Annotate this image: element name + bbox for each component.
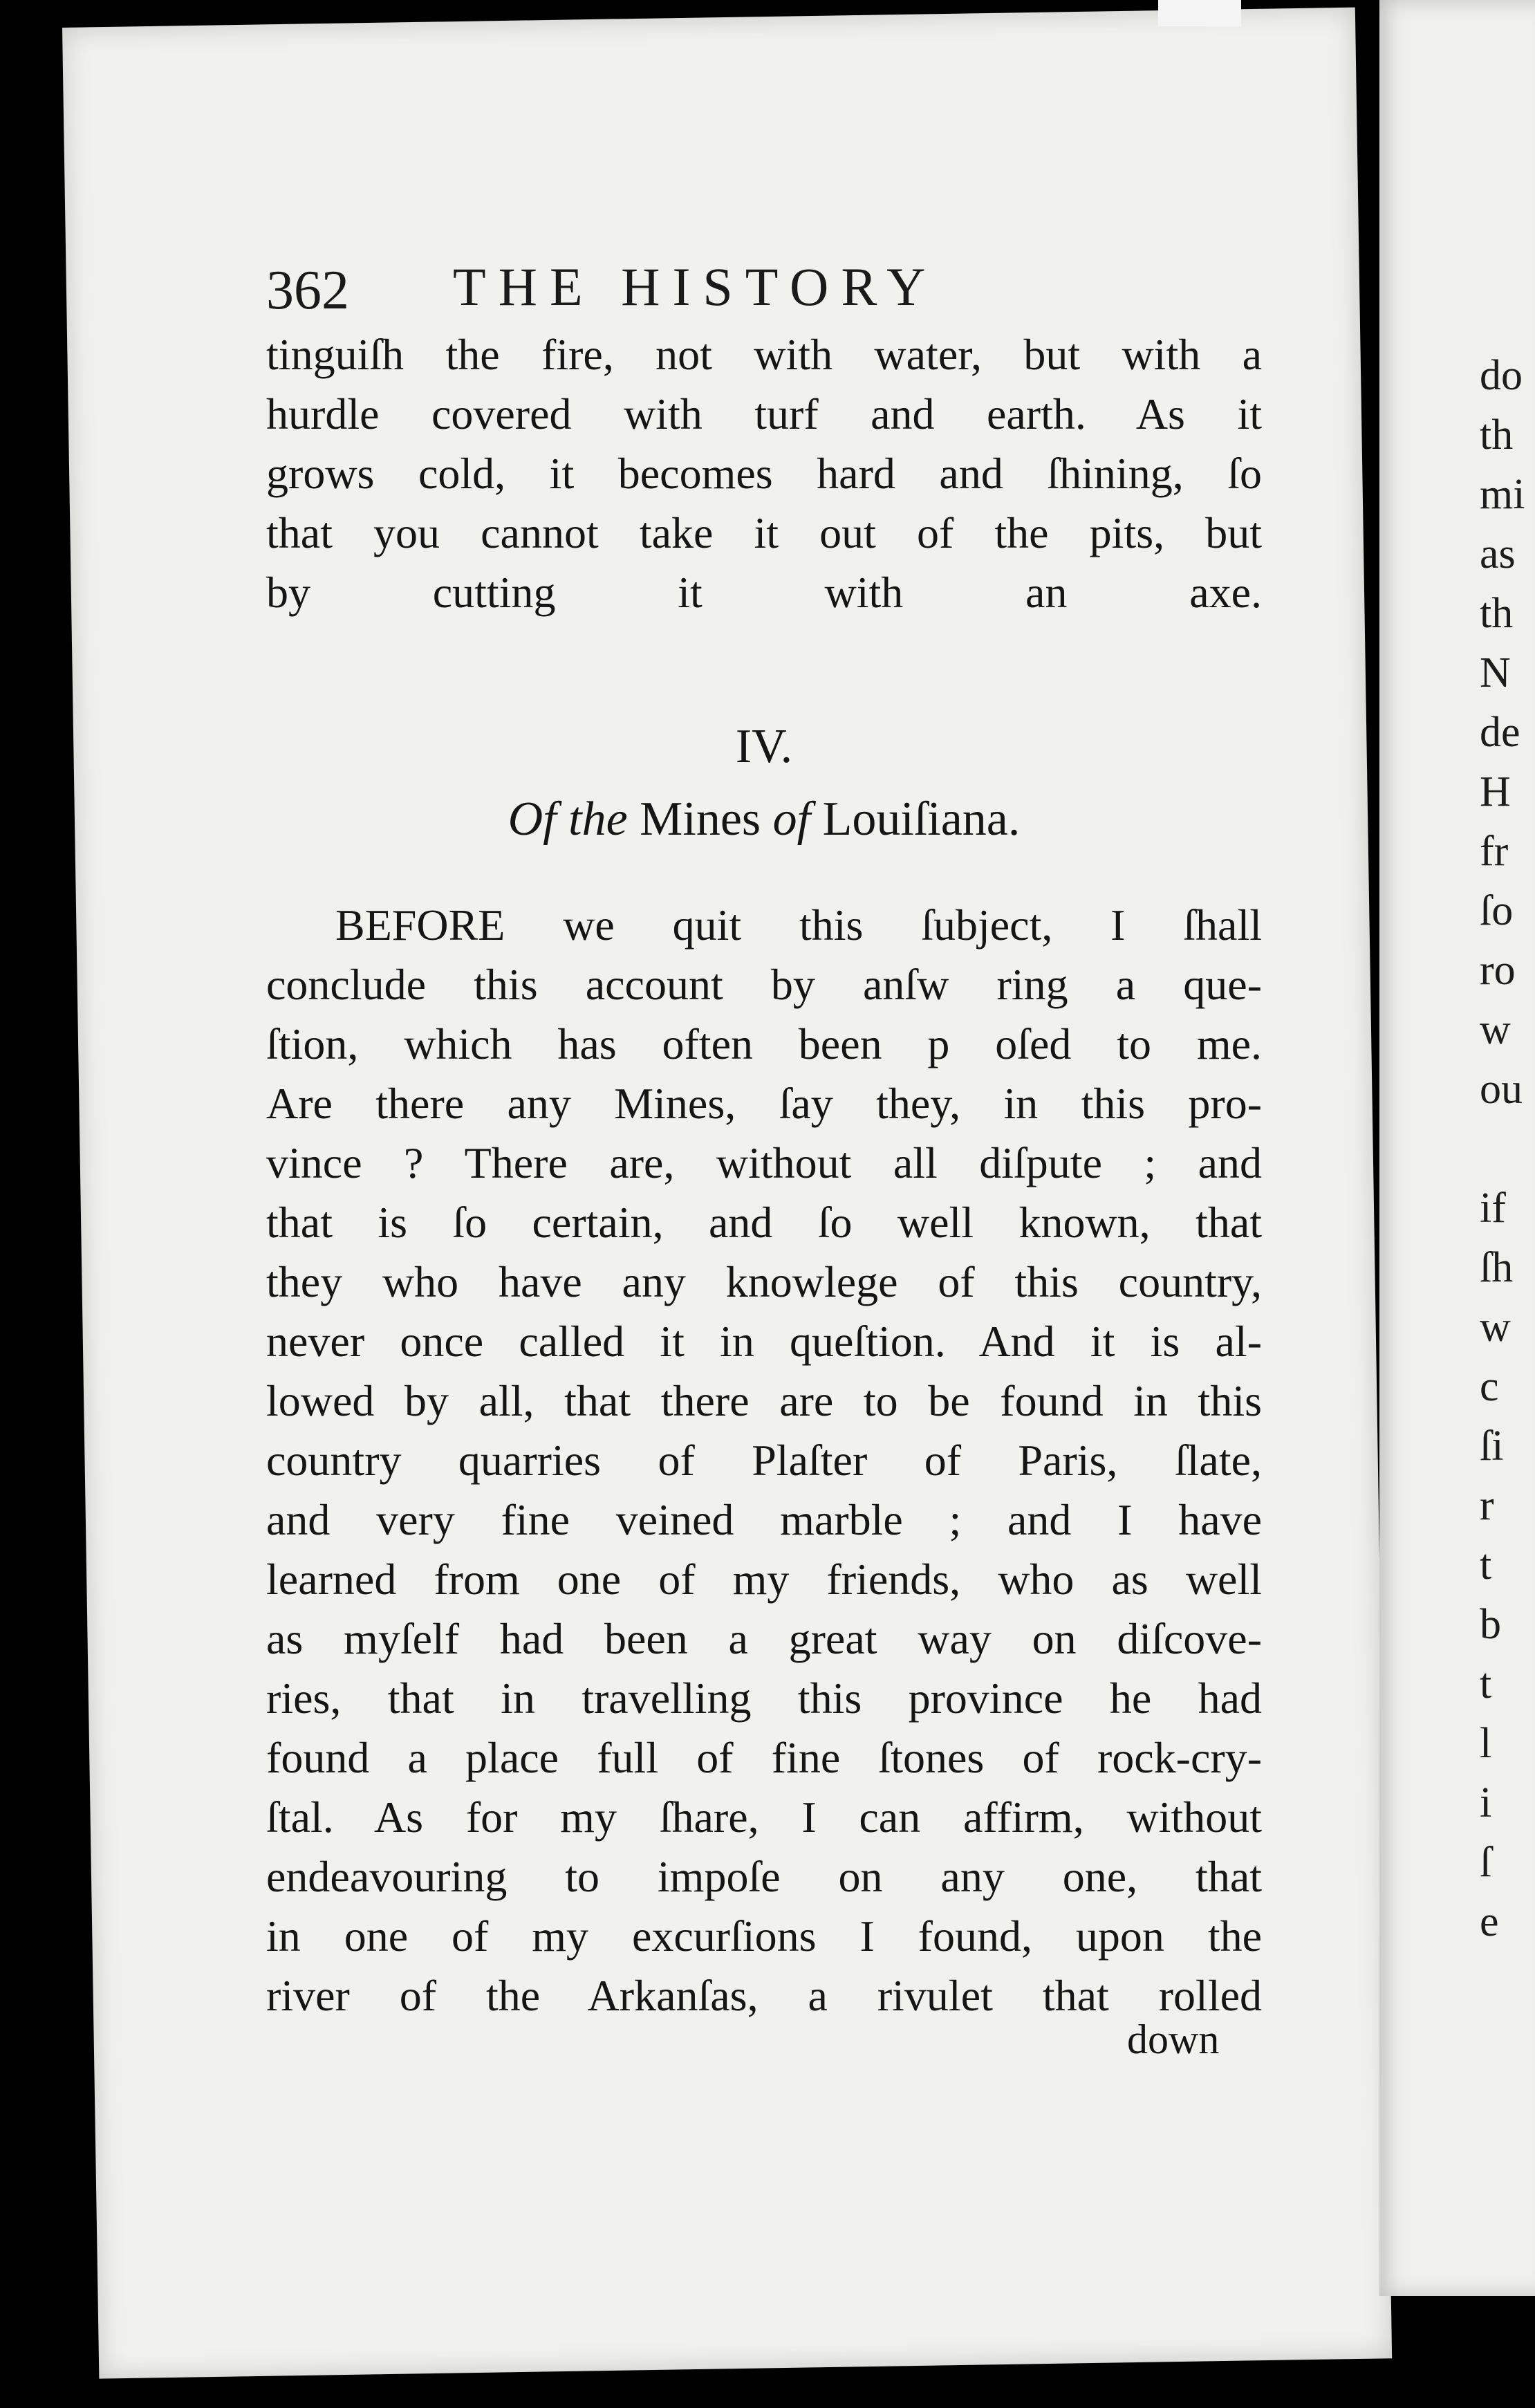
right-page-fragment: c	[1480, 1363, 1499, 1410]
text-line: in one of my excurſions I found, upon the	[266, 1911, 1262, 1961]
section-number: IV.	[735, 720, 793, 773]
text-line: vince ? There are, without all diſpute ; and	[266, 1138, 1262, 1187]
text-line: found a place full of fine ſtones of rock-cry-	[266, 1733, 1262, 1782]
paragraph-mines	[266, 896, 1262, 2026]
section-title-italic-2: of	[772, 793, 811, 846]
right-page-fragment: fr	[1480, 828, 1509, 875]
text-line: that you cannot take it out of the pits, but	[266, 508, 1262, 557]
right-page-fragment: b	[1480, 1601, 1501, 1648]
page-header	[266, 235, 1096, 332]
text-line: as myſelf had been a great way on diſcove-	[266, 1614, 1262, 1663]
right-page-fragment	[1480, 1119, 1535, 1178]
text-line: ſtal. As for my ſhare, I can affirm, without	[266, 1793, 1262, 1842]
catchword: down	[1127, 2017, 1220, 2062]
right-page-fragment: ou	[1480, 1066, 1523, 1113]
right-page-fragment: N	[1480, 649, 1511, 696]
text-line: by cutting it with an axe.	[266, 568, 1262, 617]
text-line: ries, that in travelling this province he had	[266, 1674, 1262, 1723]
right-page-fragment: th	[1480, 590, 1514, 637]
right-page-fragment: ſh	[1480, 1244, 1514, 1291]
text-line: never once called it in queſtion. And it is al-	[266, 1317, 1262, 1366]
page-number: 362	[266, 260, 349, 321]
right-page-fragment: l	[1480, 1720, 1492, 1767]
right-page-fragment: de	[1480, 709, 1520, 756]
text-line: river of the Arkanſas, a rivulet that rolled	[266, 1971, 1262, 2020]
text-line: grows cold, it becomes hard and ſhining, ſo	[266, 449, 1262, 498]
right-page-fragment: ſi	[1480, 1423, 1504, 1470]
text-line: and very fine veined marble ; and I have	[266, 1495, 1262, 1544]
text-line: lowed by all, that there are to be found in this	[266, 1376, 1262, 1425]
right-page-fragment: t	[1480, 1660, 1492, 1707]
section-title	[266, 792, 1262, 847]
right-page-fragment: as	[1480, 530, 1516, 577]
section-title-word-2: Louiſiana.	[822, 793, 1021, 846]
right-page-fragment: w	[1480, 1304, 1511, 1351]
text-line: BEFORE we quit this ſubject, I ſhall	[335, 900, 1262, 950]
right-page-fragment: ro	[1480, 947, 1516, 994]
right-page-fragment: t	[1480, 1541, 1492, 1589]
right-page-fragment: mi	[1480, 471, 1525, 518]
text-line: country quarries of Plaſter of Paris, ſlate,	[266, 1436, 1262, 1485]
right-page-fragment: i	[1480, 1779, 1492, 1826]
right-page-fragment: if	[1480, 1185, 1506, 1232]
text-line: hurdle covered with turf and earth. As it	[266, 389, 1262, 438]
right-page-fragment: r	[1480, 1482, 1494, 1529]
right-page-fragment: ſ	[1480, 1839, 1492, 1886]
text-line: conclude this account by anſw ring a que-	[266, 960, 1262, 1009]
text-line: that is ſo certain, and ſo well known, that	[266, 1198, 1262, 1247]
section-title-italic-1: Of the	[508, 793, 628, 846]
text-line: Are there any Mines, ſay they, in this pro-	[266, 1079, 1262, 1128]
right-page-fragment: H	[1480, 768, 1511, 815]
page-tab	[1158, 0, 1241, 26]
right-page-text	[1480, 346, 1535, 1952]
right-page-fragment: w	[1480, 1006, 1511, 1053]
section-title-word-1: Mines	[640, 793, 761, 846]
text-line: endeavouring to impoſe on any one, that	[266, 1852, 1262, 1901]
right-page-fragment: th	[1480, 411, 1514, 459]
text-line: tinguiſh the fire, not with water, but with a	[266, 330, 1262, 379]
text-line: ſtion, which has often been p oſed to me.	[266, 1019, 1262, 1068]
running-head: THE HISTORY	[453, 257, 938, 317]
text-line: they who have any knowlege of this country,	[266, 1257, 1262, 1306]
right-page-fragment: ſo	[1480, 887, 1514, 934]
paragraph-continued	[266, 325, 1262, 622]
right-page-fragment: e	[1480, 1898, 1499, 1945]
text-line: learned from one of my friends, who as well	[266, 1555, 1262, 1604]
right-page-fragment: do	[1480, 352, 1523, 399]
